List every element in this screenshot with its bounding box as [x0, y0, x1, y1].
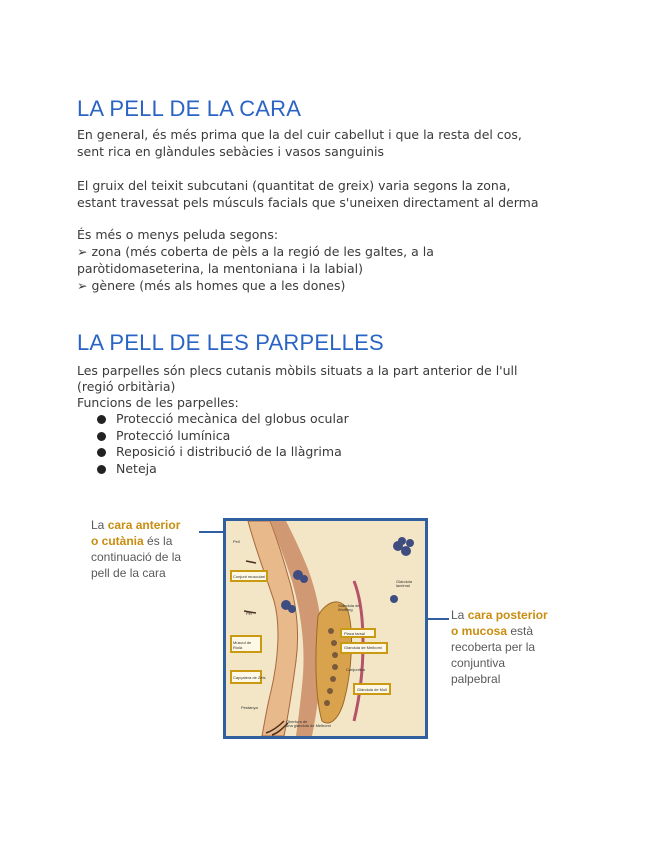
svg-text:Glàndula de: Glàndula de	[338, 603, 360, 608]
paragraph-line: paròtidomaseterina, la mentoniana i la labial)	[77, 261, 363, 276]
callout-anterior-face: La cara anterior o cutània és la continuació de la pell de la cara	[91, 518, 182, 580]
svg-text:Glàndula: Glàndula	[396, 579, 413, 584]
eyelid-illustration	[226, 521, 425, 736]
svg-text:Capçalera de Zeis: Capçalera de Zeis	[233, 675, 266, 680]
eyelid-diagram	[223, 518, 428, 739]
section-title-eyelids: LA PELL DE LES PARPELLES	[77, 330, 384, 355]
svg-text:Glàndula de Meibomi: Glàndula de Meibomi	[344, 645, 382, 650]
paragraph-line: El gruix del teixit subcutani (quantitat de greix) varia segons la zona,	[77, 178, 511, 193]
paragraph-line: estant travessat pels músculs facials que s'uneixen directament al derma	[77, 195, 539, 210]
paragraph-line: Les parpelles són plecs cutanis mòbils situats a la part anterior de l'ull	[77, 363, 518, 378]
functions-list	[96, 411, 349, 477]
paragraph-line: ➢ gènere (més als homes que a les dones)	[77, 278, 346, 293]
bullet-icon	[97, 432, 106, 441]
bullet-icon	[97, 415, 106, 424]
svg-text:Obertura de: Obertura de	[286, 719, 308, 724]
svg-text:lacrimal: lacrimal	[396, 583, 410, 588]
svg-text:Riolà: Riolà	[233, 645, 243, 650]
paragraph-line: ➢ zona (més coberta de pèls a la regió de les galtes, a la	[77, 244, 434, 259]
svg-text:Conjunt musculari: Conjunt musculari	[233, 574, 266, 579]
svg-text:Pèl: Pèl	[246, 611, 252, 616]
list-item: Neteja	[96, 461, 349, 478]
svg-text:Pell: Pell	[233, 539, 240, 544]
paragraph-line: (regió orbitària)	[77, 379, 176, 394]
svg-text:Múscul de: Múscul de	[233, 640, 252, 645]
section-title-skin-face: LA PELL DE LA CARA	[77, 96, 302, 121]
bullet-icon	[97, 448, 106, 457]
paragraph-line: És més o menys peluda segons:	[77, 227, 279, 242]
list-item: Reposició i distribució de la llàgrima	[96, 444, 349, 461]
svg-text:Glàndula de Moll: Glàndula de Moll	[357, 687, 388, 692]
paragraph-line: sent rica en glàndules sebàcies i vasos sanguinis	[77, 144, 385, 159]
svg-text:una glàndula de Meibomi: una glàndula de Meibomi	[286, 723, 331, 728]
svg-text:Placa tarsal: Placa tarsal	[344, 631, 365, 636]
list-item: Protecció mecànica del globus ocular	[96, 411, 349, 428]
paragraph-line: Funcions de les parpelles:	[77, 395, 239, 410]
svg-text:Pestanya: Pestanya	[241, 705, 258, 710]
svg-text:Conjuntiva: Conjuntiva	[346, 667, 365, 672]
callout-posterior-face: La cara posterior o mucosa està recoberta per la conjuntiva palpebral	[451, 608, 548, 686]
bullet-icon	[97, 465, 106, 474]
list-item: Protecció lumínica	[96, 428, 349, 445]
paragraph-line: En general, és més prima que la del cuir cabellut i que la resta del cos,	[77, 127, 522, 142]
svg-text:Wolfring: Wolfring	[338, 607, 353, 612]
